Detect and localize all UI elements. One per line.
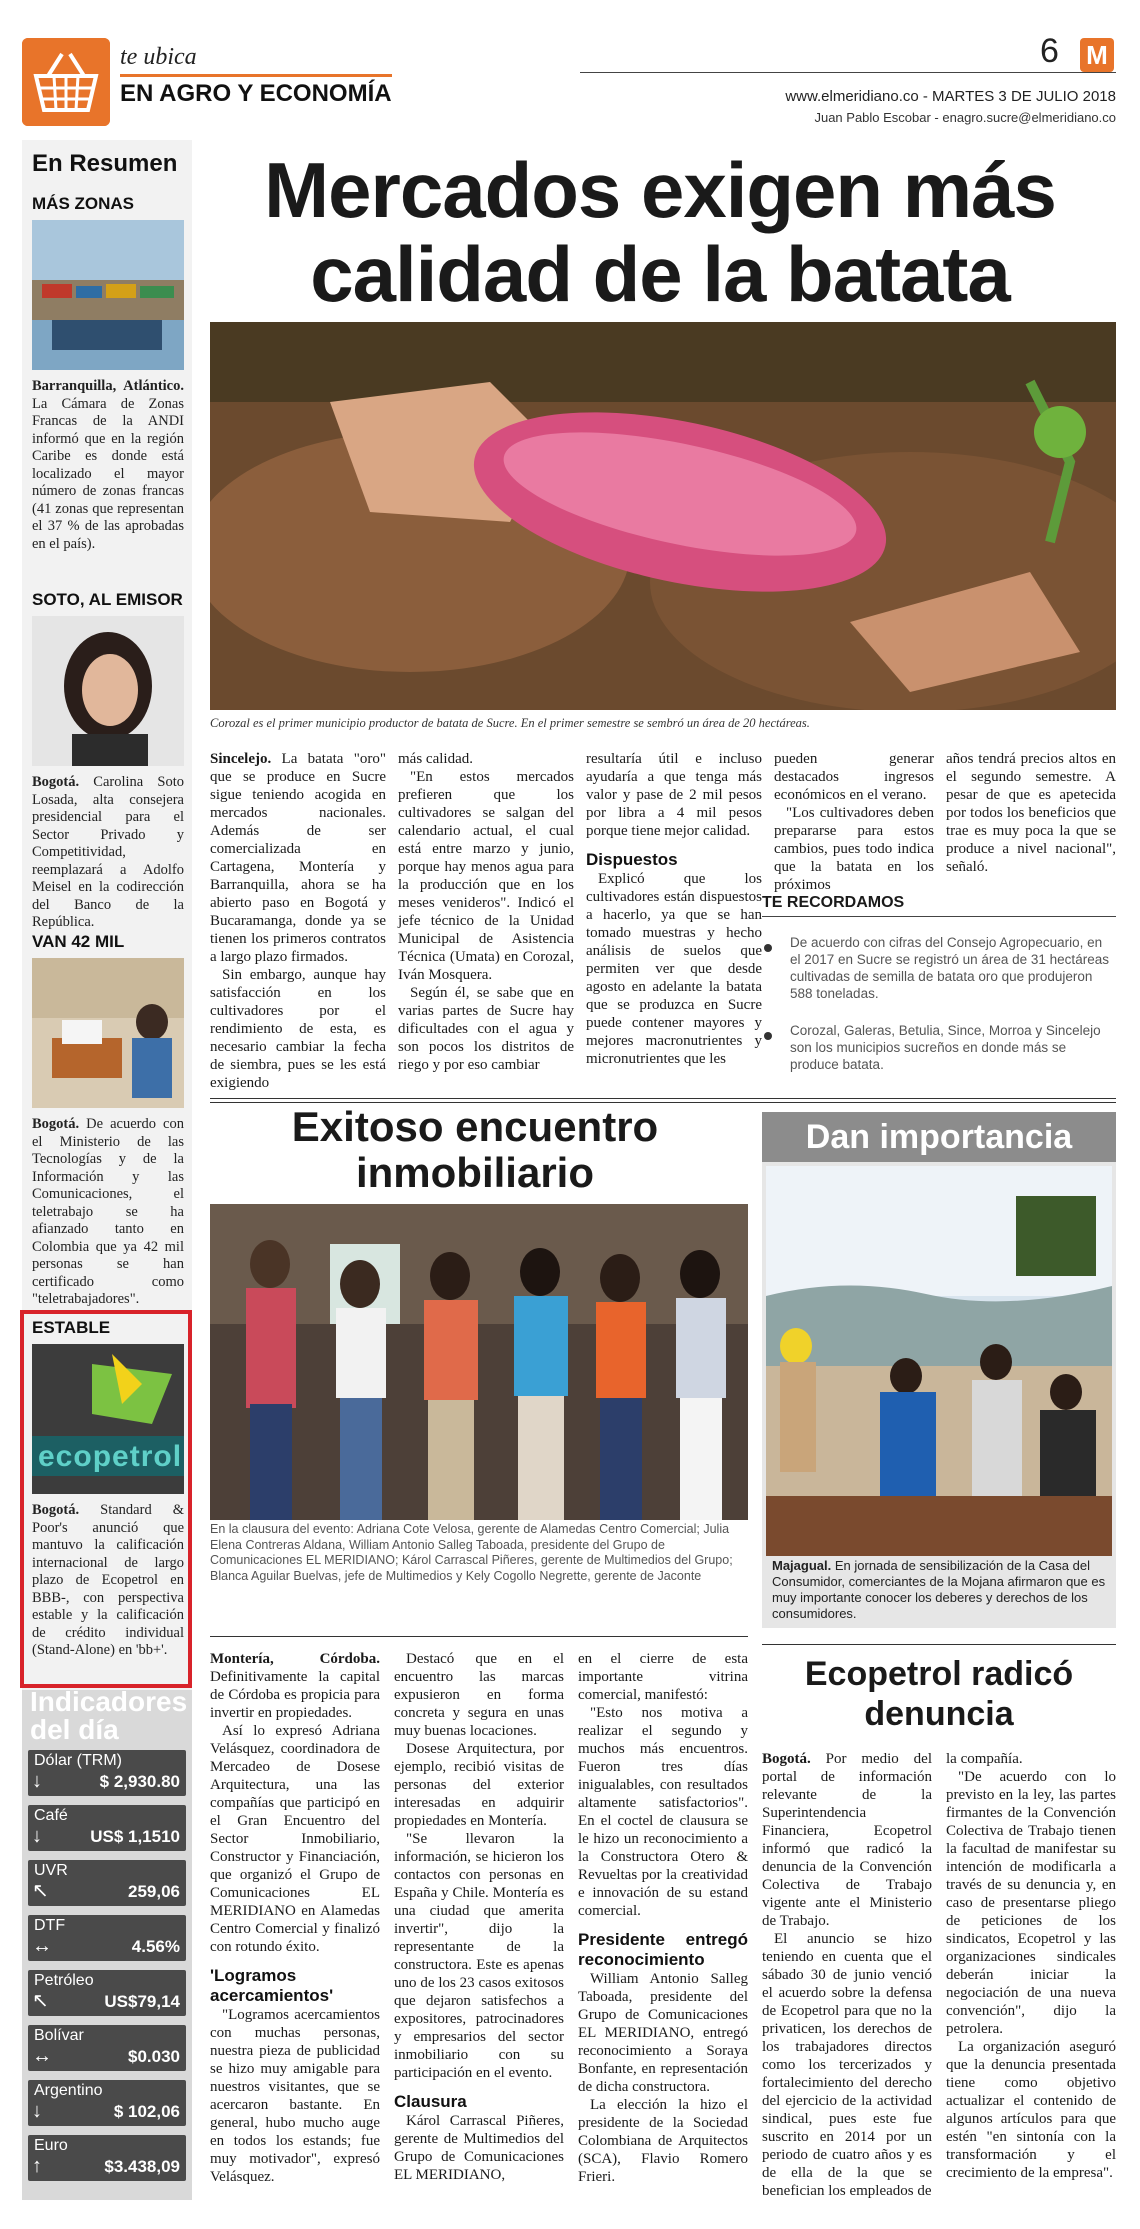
- header-divider: [120, 74, 392, 77]
- sidebar-item-text: Bogotá. De acuerdo con el Ministerio de las Tecnologías y de la Información y las Comunicaciones, el teletrabajo se ha afianzado tanto en Colombia que ya 42 mil personas se han certificado como "teletrabajadores".: [32, 1116, 184, 1307]
- exitoso-headline: Exitoso encuentro inmobiliario: [291, 1103, 659, 1196]
- indicator-card: Argentino ↓ $ 102,06: [28, 2080, 186, 2126]
- subheading: Dispuestos: [586, 850, 678, 869]
- sidebar-item-text: Bogotá. Standard & Poor's anunció que mantuvo la calificación internacional de largo plazo de Ecopetrol en BBB-, con perspectiva estable y la calificación de crédito individual (Stand-Alone) en 'bb+'.: [32, 1502, 184, 1658]
- event-photo-caption: En la clausura del evento: Adriana Cote Velosa, gerente de Alamedas Centro Comercial; Julia Elena Contreras Aldana, William Antonio Salleg Taboada, presidente del Grupo de Comunicaciones EL MERIDIANO; Károl Carrascal Piñeres, gerente de Multimedios del Grupo; Blanca Aguilar Buelvas, jefe de Multimedios y Kely Cogollo Negrette, gerente de Jaconte: [210, 1522, 733, 1583]
- dan-headline: Dan importancia: [762, 1112, 1116, 1162]
- arrow-icon: ↓: [32, 2100, 42, 2122]
- author-line: Juan Pablo Escobar - enagro.sucre@elmeridiano.co: [814, 110, 1116, 125]
- section-logo: [22, 38, 110, 126]
- basket-icon: [22, 38, 110, 126]
- subheading: Presidente entregó reconocimiento: [578, 1930, 748, 1969]
- section-divider: [762, 1644, 1116, 1645]
- arrow-icon: ↔: [32, 2045, 52, 2067]
- arrow-icon: ↑: [32, 2155, 42, 2177]
- sidebar-title: En Resumen: [32, 150, 178, 177]
- teleworker-photo: [32, 958, 184, 1108]
- sidebar-item-head: ESTABLE: [32, 1318, 111, 1337]
- indicator-card: Petróleo ↖ US$79,14: [28, 1970, 186, 2016]
- brand-badge: M: [1080, 38, 1114, 72]
- reminder-item: Corozal, Galeras, Betulia, Since, Morroa y Sincelejo son los municipios sucreños en donde más se produce batata.: [790, 1023, 1101, 1072]
- article-column: Sincelejo. La batata "oro" que se produce en Sucre sigue teniendo acogida en mercados nacionales. Además de ser comercializada en Cartagena, Montería y Barranquilla, ahora se ha abierto paso en Bogotá y Bucaramanga, donde ya se tienen los primeros contratos a largo plazo firmados. Sin embargo, aunque hay satisfacción en los cultivadores por el rendimiento de esta, es necesario cambiar la fecha de siembra, pues se les está exigiendo: [210, 751, 386, 1091]
- indicator-card: Bolívar ↔ $0.030: [28, 2025, 186, 2071]
- ecopetrol-headline: Ecopetrol radicó denuncia: [804, 1655, 1074, 1733]
- arrow-icon: ↓: [32, 1825, 42, 1847]
- reminder-title: TE RECORDAMOS: [762, 894, 905, 911]
- article-column: años tendrá precios altos en el segundo semestre. A pesar de que es apetecida por todos los beneficios que trae es muy poca la que se produce a nivel nacional", señaló.: [946, 751, 1116, 875]
- subheading: 'Logramos acercamientos': [210, 1966, 334, 2005]
- article-column: Montería, Córdoba. Definitivamente la capital de Córdoba es propicia para invertir en propiedades. Así lo expresó Adriana Velásquez, coordinadora de Mercadeo de Dosese Arquitectura, una las compañías que participó en el Gran Encuentro del Sector Inmobiliario, Constructor y Financiación, que organizó el Grupo de Comunicaciones EL MERIDIANO en Alamedas Centro Comercial y finalizó con rotundo éxito. 'Logramos acercamientos' "Logramos acercamientos con muchas personas, nuestra pieza de publicidad se hizo muy amigable para nuestros visitantes, que se acercaron bastante. En general, hubo mucho auge en todos los estands; fue muy motivador", expresó Velásquez.: [210, 1651, 380, 2185]
- article-column: Destacó que en el encuentro las marcas expusieron en forma concreta y segura en unas muy buenas locaciones. Dosese Arquitectura, por ejemplo, recibió visitas de personas del exterior interesadas en adquirir propiedades en Montería. "Se llevaron la información, se hicieron los contactos con personas en España y Chile. Montería es una ciudad que amerita invertir", dijo la representante de la constructora. Este es apenas uno de los 23 casos exitosos que dejaron satisfechos a expositores, patrocinadores y empresarios del sector inmobiliario con su participación en el evento. Clausura Károl Carrascal Piñeres, gerente de Multimedios del Grupo de Comunicaciones EL MERIDIANO,: [394, 1651, 564, 2183]
- indicator-card: UVR ↖ 259,06: [28, 1860, 186, 1906]
- article-column: Bogotá. Por medio del portal de información relevante de la Superintendencia Financiera, Ecopetrol informó que radicó la denuncia de la Convención Colectiva de Trabajo vigente ante el Ministerio de Trabajo. El anuncio se hizo teniendo en cuenta que el sábado 30 de junio venció el acuerdo sobre la defensa de Ecopetrol para que no la privaticen, los derechos de los trabajadores directos como los tercerizados y fortalecimiento del derecho del ejercicio de la actividad sindical, pues este fue suscrito en 2014 por un periodo de cuatro años y es de ella de la que se benefician los empleados de: [762, 1751, 932, 2199]
- indicator-card: Café ↓ US$ 1,1510: [28, 1805, 186, 1851]
- sidebar-item-text: Barranquilla, Atlántico. La Cámara de Zonas Francas de la ANDI informó que en la región Caribe es donde está localizado el mayor número de zonas francas (41 zonas que representan el 37 % de las aprobadas en el país).: [32, 378, 184, 552]
- site-date-line: www.elmeridiano.co - MARTES 3 DE JULIO 2018: [785, 88, 1116, 105]
- top-divider: [580, 72, 1116, 73]
- arrow-icon: ↓: [32, 1770, 42, 1792]
- reminder-item: De acuerdo con cifras del Consejo Agropecuario, en el 2017 en Sucre se registró un área de 31 hectáreas cultivadas de semilla de batata oro que produjeron 588 toneladas.: [790, 935, 1109, 1001]
- indicators-title: Indicadores del día: [30, 1686, 188, 1745]
- article-column: en el cierre de esta importante vitrina comercial, manifestó: "Esto nos motiva a realizar el segundo y muchos más encuentros. Fueron tres días inigualables, con resultados altamente satisfactorios". En el coctel de clausura se le hizo un reconocimiento a la Constructora Otero & Revueltas por la creatividad e innovación de su estand comercial. Presidente entregó reconocimiento William Antonio Salleg Taboada, presidente del Grupo de Comunicaciones EL MERIDIANO, entregó reconocimiento a Soraya Bonfante, en representación de dicha constructora. La elección la hizo el presidente de la Sociedad Colombiana de Arquitectos (SCA), Flavio Romero Frieri.: [578, 1651, 748, 2185]
- indicator-card: DTF ↔ 4.56%: [28, 1915, 186, 1961]
- article-column: resultaría útil e incluso ayudaría a que tenga más valor y pase de 2 mil pesos por libra a 4 mil pesos porque tiene mejor calidad. Dispuestos Explicó que los cultivadores están dispuestos a hacerlo, ya que se han tomado muestras y hecho análisis de suelos que permiten ver que desde agosto en adelante la batata que se produzca en Sucre puede contener mayores y mejores macronutrientes y micronutrientes que les: [586, 751, 762, 1067]
- port-photo: [32, 220, 184, 370]
- subheading: Clausura: [394, 2092, 467, 2111]
- reminder-divider: [762, 916, 1116, 917]
- arrow-icon: ↔: [32, 1935, 52, 1957]
- section-divider: [210, 1636, 748, 1637]
- sweet-potato-photo: [210, 322, 1116, 710]
- section-title: EN AGRO Y ECONOMÍA: [120, 80, 392, 107]
- bullet-icon: [764, 944, 772, 952]
- portrait-photo: [32, 616, 184, 766]
- sidebar-item-head: MÁS ZONAS: [32, 194, 134, 213]
- page-number: 6: [1040, 32, 1059, 70]
- sidebar-item-head: VAN 42 MIL: [32, 932, 125, 951]
- article-column: pueden generar destacados ingresos económicos en el verano. "Los cultivadores deben prepararse para estos cambios, pues todo indica que la batata en los próximos: [774, 751, 934, 893]
- arrow-icon: ↖: [32, 1880, 49, 1902]
- arrow-icon: ↖: [32, 1990, 49, 2012]
- dan-photo-caption: Majagual. En jornada de sensibilización de la Casa del Consumidor, comerciantes de la Mojana afirmaron que es muy importante conocer los deberes y derechos de los consumidores.: [772, 1558, 1106, 1621]
- header-tagline: te ubica: [120, 44, 197, 70]
- riverside-meeting-photo: [766, 1166, 1112, 1556]
- article-column: más calidad. "En estos mercados prefieren que los cultivadores se salgan del calendario actual, el cual está entre marzo y junio, porque hay menos agua para la producción que en los meses venideros". Indicó el jefe técnico de la Unidad Municipal de Asistencia Técnica (Umata) en Corozal, Iván Mosquera. Según él, se sabe que en varias partes de Sucre hay dificultades con el agua y son pocos los distritos de riego y por eso cambiar: [398, 751, 574, 1073]
- ecopetrol-logo-text: ecopetrol: [38, 1440, 183, 1473]
- bullet-icon: [764, 1032, 772, 1040]
- indicator-card: Dólar (TRM) ↓ $ 2,930.80: [28, 1750, 186, 1796]
- main-headline: Mercados exigen más calidad de la batata: [264, 146, 1056, 318]
- ecopetrol-logo-photo: [32, 1344, 184, 1494]
- main-photo-caption: Corozal es el primer municipio productor de batata de Sucre. En el primer semestre se sembró un área de 20 hectáreas.: [210, 716, 810, 730]
- article-column: la compañía. "De acuerdo con lo previsto en la ley, las partes firmantes de la Convención Colectiva de Trabajo tienen la facultad de manifestar su intención de modificarla a través de su denuncia y, en caso de presentarse pliego de peticiones de los sindicatos, Ecopetrol y las organizaciones sindicales deberán iniciar la negociación de una nueva convención", dijo la petrolera. La organización aseguró que la denuncia presentada tiene como objetivo actualizar el contenido de algunos artículos para que estén "en sintonía con la transformación y el crecimiento de la empresa".: [946, 1751, 1116, 2181]
- sidebar-item-text: Bogotá. Carolina Soto Losada, alta consejera presidencial para el Sector Privado y Competitividad, reemplazará a Adolfo Meisel en la codirección del Banco de la República.: [32, 774, 184, 930]
- indicator-card: Euro ↑ $3.438,09: [28, 2135, 186, 2181]
- sidebar-item-head: SOTO, AL EMISOR: [32, 590, 183, 609]
- event-group-photo: [210, 1204, 748, 1520]
